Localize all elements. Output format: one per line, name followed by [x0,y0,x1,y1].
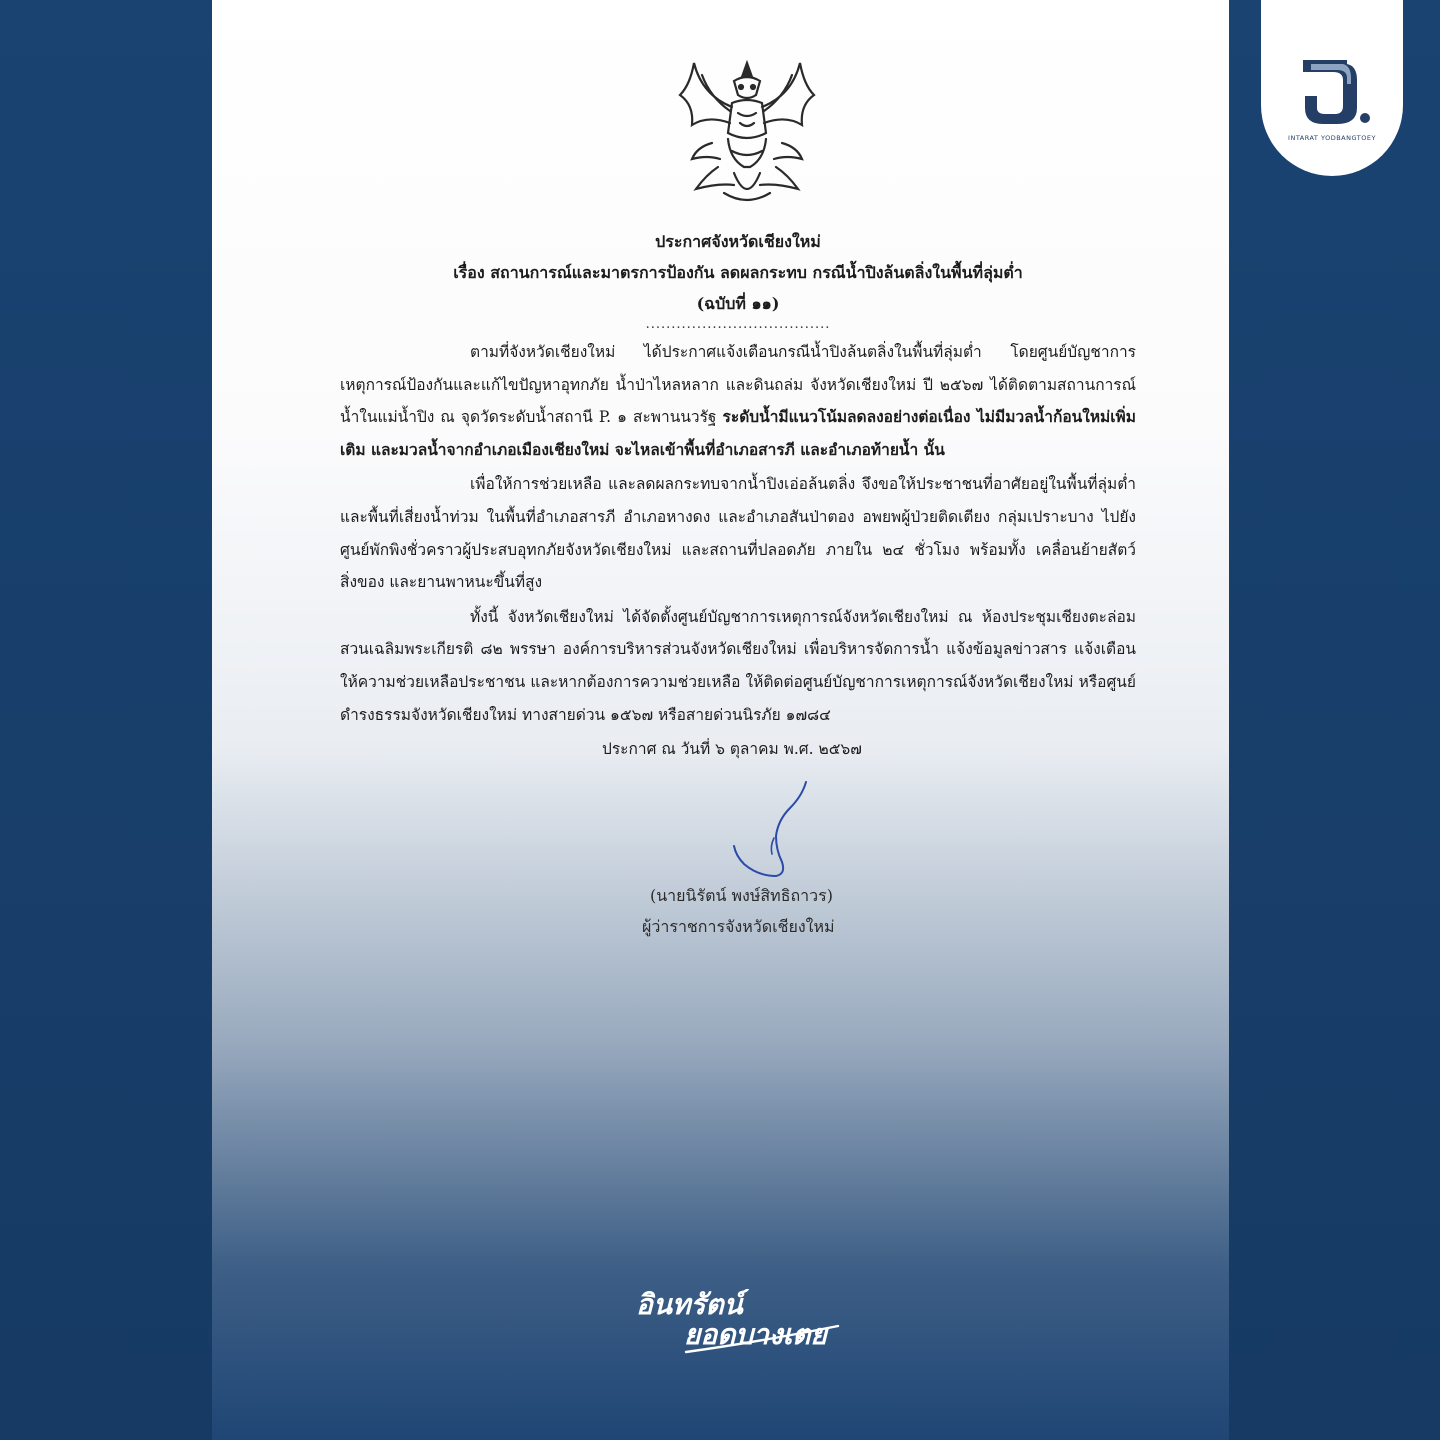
signer-title: ผู้ว่าราชการจังหวัดเชียงใหม่ [642,917,835,936]
announcement-date: ประกาศ ณ วันที่ ๖ ตุลาคม พ.ศ. ๒๕๖๗ [602,740,862,759]
left-navy-border [0,0,212,1440]
right-navy-border [1228,0,1440,1440]
footer-signature-line1: อินทรัตน์ [636,1288,743,1321]
paragraph-situation-bold: ระดับน้ำมีแนวโน้มลดลงอย่างต่อเนื่อง ไม่มีมวลน้ำก้อนใหม่เพิ่มเติม และมวลน้ำจากอำเภอเมืองเชียงใหม่ จะไหลเข้าพื้นที่อำเภอสารภี และอำเภอท้ายน้ำ นั้น [340,407,1136,459]
paragraph-situation-text: ตามที่จังหวัดเชียงใหม่ ได้ประกาศแจ้งเตือนกรณีน้ำปิงล้นตลิ่งในพื้นที่ลุ่มต่ำ โดยศูนย์บัญชาการเหตุการณ์ป้องกันและแก้ไขปัญหาอุทกภัย น้ำป่าไหลหลาก และดินถล่ม จังหวัดเชียงใหม่ ปี ๒๕๖๗ ได้ติดตามสถานการณ์น้ำในแม่น้ำปิง ณ จุดวัดระดับน้ำสถานี P. ๑ สะพานนวรัฐ [340,343,1136,427]
announcement-subject: เรื่อง สถานการณ์และมาตรการป้องกัน ลดผลกระทบ กรณีน้ำปิงล้นตลิ่งในพื้นที่ลุ่มต่ำ [453,263,1023,282]
paragraph-evacuation: เพื่อให้การช่วยเหลือ และลดผลกระทบจากน้ำปิงเอ่อล้นตลิ่ง จึงขอให้ประชาชนที่อาศัยอยู่ในพื้นที่ลุ่มต่ำ และพื้นที่เสี่ยงน้ำท่วม ในพื้นที่อำเภอสารภี อำเภอหางดง และอำเภอสันป่าตอง อพยพผู้ป่วยติดเตียง กลุ่มเปราะบาง ไปยังศูนย์พักพิงชั่วคราวผู้ประสบอุทกภัยจังหวัดเชียงใหม่ และสถานที่ปลอดภัย ภายใน ๒๔ ชั่วโมง พร้อมทั้ง เคลื่อนย้ายสัตว์ สิ่งของ และยานพาหนะขึ้นที่สูง [340,475,1136,592]
logo-caption: INTARAT YODBANGTOEY [1288,134,1376,142]
footer-signature-logo [628,1278,858,1360]
paragraph-situation [340,336,1136,466]
announcement-title: ประกาศจังหวัดเชียงใหม่ [655,232,821,251]
signer-block [610,880,910,942]
garuda-emblem-icon [672,55,822,210]
brand-logo-badge [1261,0,1403,176]
monogram-logo-icon [1287,50,1377,130]
announcement-issue-number: (ฉบับที่ ๑๑) [696,294,780,313]
signer-name: (นายนิรัตน์ พงษ์สิทธิถาวร) [650,886,833,905]
announcement-body [340,226,1136,764]
footer-signature-line2: ยอดบางเตย [684,1318,827,1351]
paragraph-command-center: ทั้งนี้ จังหวัดเชียงใหม่ ได้จัดตั้งศูนย์บัญชาการเหตุการณ์จังหวัดเชียงใหม่ ณ ห้องประชุมเชียงตะล่อม สวนเฉลิมพระเกียรติ ๘๒ พรรษา องค์การบริหารส่วนจังหวัดเชียงใหม่ เพื่อบริหารจัดการน้ำ แจ้งข้อมูลข่าวสาร แจ้งเตือน ให้ความช่วยเหลือประชาชน และหากต้องการความช่วยเหลือ ให้ติดต่อศูนย์บัญชาการเหตุการณ์จังหวัดเชียงใหม่ หรือศูนย์ดำรงธรรมจังหวัดเชียงใหม่ ทางสายด่วน ๑๕๖๗ หรือสายด่วนนิรภัย ๑๗๘๔ [340,607,1136,724]
divider-dots: .................................... [645,317,831,332]
handwritten-signature [718,780,818,890]
